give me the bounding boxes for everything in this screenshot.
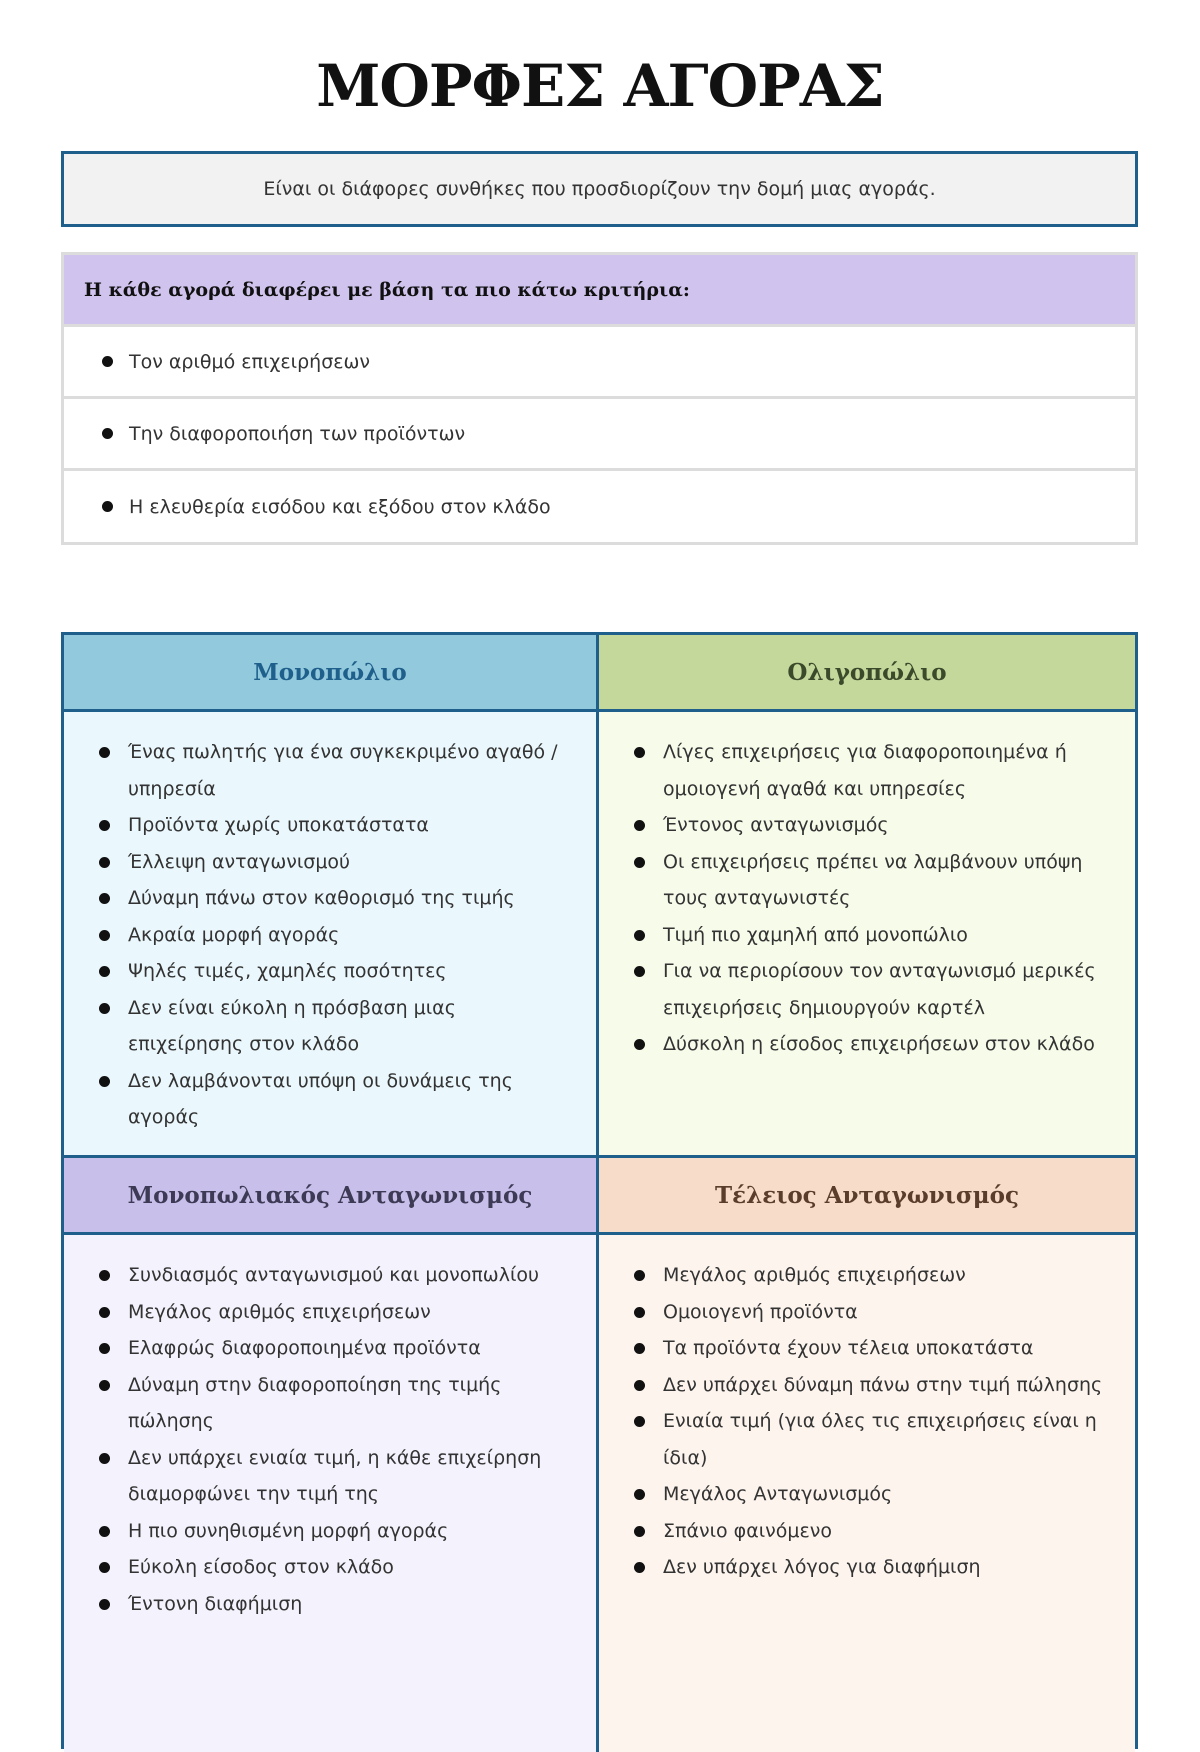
list-item: Συνδιασμός ανταγωνισμού και μονοπωλίου (99, 1257, 574, 1294)
perfect-competition-heading: Τέλειος Ανταγωνισμός (599, 1158, 1135, 1235)
perfect-competition-body (599, 1235, 1135, 1752)
list-item: Ακραία μορφή αγοράς (99, 917, 574, 954)
monopolistic-competition-body (64, 1235, 596, 1752)
monopoly-heading: Μονοπώλιο (64, 635, 596, 712)
list-item: Μεγάλος αριθμός επιχειρήσεων (634, 1257, 1113, 1294)
page-title: ΜΟΡΦΕΣ ΑΓΟΡΑΣ (316, 52, 884, 120)
list-item: Μεγάλος Ανταγωνισμός (634, 1476, 1113, 1513)
list-item: Δεν υπάρχει λόγος για διαφήμιση (634, 1549, 1113, 1586)
list-item: Προϊόντα χωρίς υποκατάστατα (99, 807, 574, 844)
list-item: Έλλειψη ανταγωνισμού (99, 844, 574, 881)
criteria-item (64, 399, 1135, 471)
list-item: Δεν λαμβάνονται υπόψη οι δυνάμεις της αγοράς (99, 1063, 574, 1136)
monopoly-list (99, 734, 574, 1136)
list-item: Έντονη διαφήμιση (99, 1586, 574, 1623)
list-item: Ένας πωλητής για ένα συγκεκριμένο αγαθό / υπηρεσία (99, 734, 574, 807)
definition-box (61, 151, 1138, 227)
list-item: Δεν είναι εύκολη η πρόσβαση μιας επιχείρησης στον κλάδο (99, 990, 574, 1063)
list-item: Σπάνιο φαινόμενο (634, 1513, 1113, 1550)
list-item: Δύναμη στην διαφοροποίηση της τιμής πώλησης (99, 1367, 574, 1440)
criteria-table (61, 252, 1138, 545)
list-item: Δύναμη πάνω στον καθορισμό της τιμής (99, 880, 574, 917)
bullet-icon (102, 428, 113, 439)
market-forms-grid (61, 632, 1138, 1749)
list-item: Η πιο συνηθισμένη μορφή αγοράς (99, 1513, 574, 1550)
criteria-item-text: Την διαφοροποιήση των προϊόντων (129, 422, 466, 445)
list-item: Δύσκολη η είσοδος επιχειρήσεων στον κλάδο (634, 1026, 1113, 1063)
list-item: Ομοιογενή προϊόντα (634, 1294, 1113, 1331)
list-item: Ψηλές τιμές, χαμηλές ποσότητες (99, 953, 574, 990)
bullet-icon (102, 356, 113, 367)
list-item: Τιμή πιο χαμηλή από μονοπώλιο (634, 917, 1113, 954)
oligopoly-list (634, 734, 1113, 1063)
list-item: Ελαφρώς διαφοροποιημένα προϊόντα (99, 1330, 574, 1367)
criteria-item (64, 471, 1135, 542)
list-item: Μεγάλος αριθμός επιχειρήσεων (99, 1294, 574, 1331)
list-item: Έντονος ανταγωνισμός (634, 807, 1113, 844)
criteria-item-text: Η ελευθερία εισόδου και εξόδου στον κλάδο (129, 495, 551, 518)
list-item: Για να περιορίσουν τον ανταγωνισμό μερικές επιχειρήσεις δημιουργούν καρτέλ (634, 953, 1113, 1026)
criteria-item (64, 327, 1135, 399)
criteria-item-text: Τον αριθμό επιχειρήσεων (129, 350, 371, 373)
monopolistic-competition-heading: Μονοπωλιακός Ανταγωνισμός (64, 1158, 596, 1235)
bullet-icon (102, 501, 113, 512)
list-item: Εύκολη είσοδος στον κλάδο (99, 1549, 574, 1586)
definition-text: Είναι οι διάφορες συνθήκες που προσδιορίζουν την δομή μιας αγοράς. (263, 178, 936, 200)
list-item: Δεν υπάρχει δύναμη πάνω στην τιμή πώλησης (634, 1367, 1113, 1404)
oligopoly-body (599, 712, 1135, 1155)
column-divider (596, 635, 599, 1752)
monopoly-body (64, 712, 596, 1155)
list-item: Τα προϊόντα έχουν τέλεια υποκατάστα (634, 1330, 1113, 1367)
list-item: Οι επιχειρήσεις πρέπει να λαμβάνουν υπόψη τους ανταγωνιστές (634, 844, 1113, 917)
oligopoly-heading: Ολιγοπώλιο (599, 635, 1135, 712)
perfect-competition-list (634, 1257, 1113, 1586)
list-item: Ενιαία τιμή (για όλες τις επιχειρήσεις είναι η ίδια) (634, 1403, 1113, 1476)
list-item: Δεν υπάρχει ενιαία τιμή, η κάθε επιχείρηση διαμορφώνει την τιμή της (99, 1440, 574, 1513)
criteria-heading: Η κάθε αγορά διαφέρει με βάση τα πιο κάτω κριτήρια: (64, 255, 1135, 327)
list-item: Λίγες επιχειρήσεις για διαφοροποιημένα ή ομοιογενή αγαθά και υπηρεσίες (634, 734, 1113, 807)
monopolistic-competition-list (99, 1257, 574, 1622)
